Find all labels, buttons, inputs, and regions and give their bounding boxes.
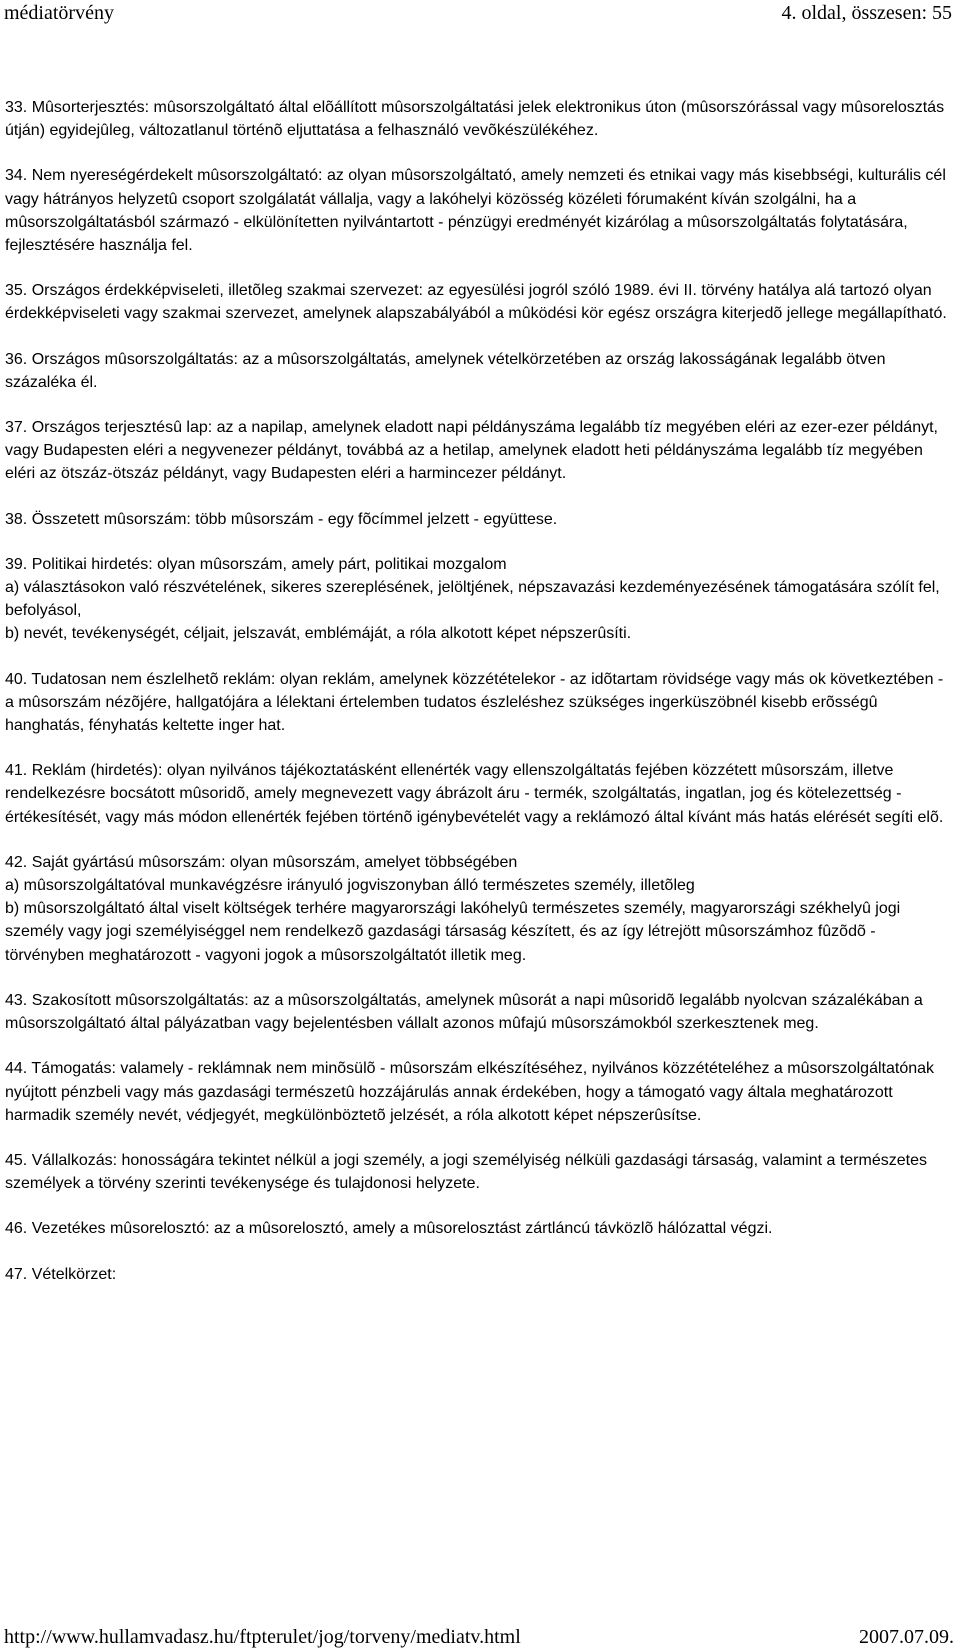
page-header xyxy=(0,0,960,30)
definition-46: 46. Vezetékes mûsorelosztó: az a mûsorelosztó, amely a mûsorelosztást zártláncú távközlõ hálózattal végzi. xyxy=(5,1220,773,1238)
definition-39: 39. Politikai hirdetés: olyan mûsorszám, amely párt, politikai mozgalom xyxy=(5,555,507,573)
document-body xyxy=(5,96,950,1308)
definition-35: 35. Országos érdekképviseleti, illetõleg szakmai szervezet: az egyesülési jogról szóló 1989. évi II. törvény hatálya alá tartozó olyan érdekképviseleti vagy szakmai szervezet, amelynek alapszabályából a mûködési kör egész országra kiterjedõ jellege megállapítható. xyxy=(5,282,947,323)
definition-36: 36. Országos mûsorszolgáltatás: az a mûsorszolgáltatás, amelynek vételkörzetében az ország lakosságának legalább ötven százaléka él. xyxy=(5,350,886,391)
definition-33: 33. Mûsorterjesztés: mûsorszolgáltató által elõállított mûsorszolgáltatási jelek elektronikus úton (mûsorszórással vagy mûsorelosztás útján) egyidejûleg, változatlanul történõ eljuttatása a felhasználó vevõkészülékéhez. xyxy=(5,99,945,140)
document-title: médiatörvény xyxy=(4,2,114,24)
page-footer xyxy=(0,1624,960,1652)
definition-37: 37. Országos terjesztésû lap: az a napilap, amelynek eladott napi példányszáma legalább tíz megyében eléri az ezer-ezer példányt, vagy Budapesten eléri a negyvenezer példányt, továbbá az a hetilap, amelynek eladott heti példányszáma legalább tíz megyében eléri az ötszáz-ötszáz példányt, vagy Budapesten eléri a harmincezer példányt. xyxy=(5,419,938,483)
print-date: 2007.07.09. xyxy=(859,1626,954,1648)
definition-39-a: a) választásokon való részvételének, sikeres szereplésének, jelöltjének, népszavazási kezdeményezésének támogatására szólít fel, befolyásol, xyxy=(5,579,940,620)
definition-40: 40. Tudatosan nem észlelhetõ reklám: olyan reklám, amelynek közzétételekor - az idõtartam rövidsége vagy más ok következtében - a mûsorszám nézõjére, hallgatójára a lélektani értelemben tudatos észleléshez szükséges ingerküszöbnél kisebb erõsségû hanghatás, fényhatás keltette inger hat. xyxy=(5,670,944,735)
definition-42-b: b) mûsorszolgáltató által viselt költségek terhére magyarországi lakóhelyû természetes személy, magyarországi székhelyû jogi személy vagy jogi személyiséggel nem rendelkezõ gazdasági társaság készített, és az így létrejött mûsorszámhoz fûzõdõ - törvényben meghatározott - vagyoni jogok a mûsorszolgáltatót illetik meg. xyxy=(5,900,901,964)
definition-42: 42. Saját gyártású mûsorszám: olyan mûsorszám, amelyet többségében xyxy=(5,853,518,871)
definition-45: 45. Vállalkozás: honosságára tekintet nélkül a jogi személy, a jogi személyiség nélküli gazdasági társaság, valamint a természetes személyek a törvény szerinti tevékenysége és tulajdonosi helyzete. xyxy=(5,1151,927,1193)
source-url: http://www.hullamvadasz.hu/ftpterulet/jog/torveny/mediatv.html xyxy=(4,1626,521,1648)
definition-38: 38. Összetett mûsorszám: több mûsorszám - egy fõcímmel jelzett - együttese. xyxy=(5,510,558,528)
definition-39-b: b) nevét, tevékenységét, céljait, jelszavát, emblémáját, a róla alkotott képet népszerûsíti. xyxy=(5,625,632,643)
definition-47: 47. Vételkörzet: xyxy=(5,1265,117,1283)
definition-42-a: a) mûsorszolgáltatóval munkavégzésre irányuló jogviszonyban álló természetes személy, illetõleg xyxy=(5,877,695,895)
definition-34: 34. Nem nyereségérdekelt mûsorszolgáltató: az olyan mûsorszolgáltató, amely nemzeti és etnikai vagy más kisebbségi, kulturális cél vagy hátrányos helyzetû csoport szolgálatát vállalja, vagy a lakóhelyi közösség közéleti fórumaként kíván szolgálni, ha a mûsorszolgáltatásból származó - elkülönítetten nyilvántartott - pénzügyi eredményét kizárólag a mûsorszolgáltatás folytatására, fejlesztésére használja fel. xyxy=(5,167,946,255)
definition-41: 41. Reklám (hirdetés): olyan nyilvános tájékoztatásként ellenérték vagy ellenszolgáltatás fejében közzétett mûsorszám, illetve rendelkezésre bocsátott mûsoridõ, amely megnevezett vagy ábrázolt áru - termék, szolgáltatás, ingatlan, jog és kötelezettség - értékesítését, vagy más módon ellenérték fejében történõ igénybevételét vagy a reklámozó által kívánt más hatás elérését segíti elõ. xyxy=(5,762,944,826)
page-counter: 4. oldal, összesen: 55 xyxy=(781,2,952,24)
definition-44: 44. Támogatás: valamely - reklámnak nem minõsülõ - mûsorszám elkészítéséhez, nyilvános közzétételéhez a mûsorszolgáltatónak nyújtott pénzbeli vagy más gazdasági természetû hozzájárulás annak érdekében, hogy a támogató vagy általa meghatározott harmadik személy nevét, védjegyét, megkülönböztetõ jelzését, a róla alkotott képet népszerûsítse. xyxy=(5,1060,935,1124)
definition-43: 43. Szakosított mûsorszolgáltatás: az a mûsorszolgáltatás, amelynek mûsorát a napi mûsoridõ legalább nyolcvan százalékában a mûsorszolgáltató által pályázatban vagy bejelentésben vállalt azonos mûfajú mûsorszámokból szerkesztenek meg. xyxy=(5,991,923,1033)
